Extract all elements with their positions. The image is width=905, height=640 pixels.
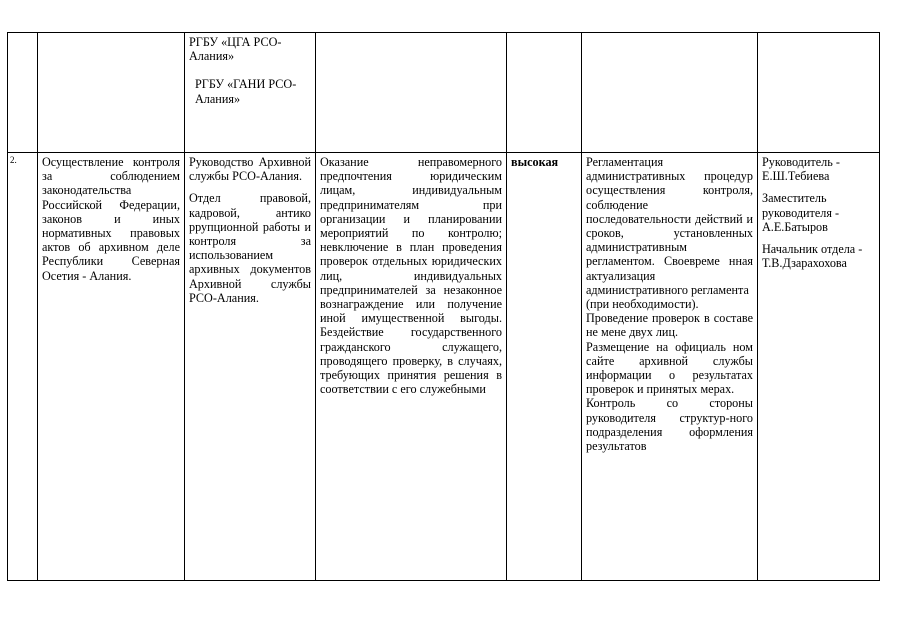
measures-cell	[582, 33, 758, 153]
measures-cell	[582, 153, 758, 581]
department-legal: Отдел правовой, кадровой, антико ррупционной работы и контроля за использованием архивных документов Архивной службы РСО-Алания.	[189, 191, 311, 305]
row-number: 2.	[8, 153, 38, 581]
responsible-cell	[758, 153, 880, 581]
department-gani: РГБУ «ГАНИ РСО-Алания»	[195, 77, 297, 106]
measure-regulation-note: (при необходимости).	[586, 297, 699, 312]
description-cell	[38, 33, 185, 153]
responsible-head: Руководитель - Е.Ш.Тебиева	[762, 155, 840, 184]
department-management: Руководство Архивной службы РСО-Алания.	[189, 155, 311, 184]
level-cell	[507, 33, 582, 153]
corruption-risk-table	[7, 32, 880, 581]
number-cell	[8, 33, 38, 153]
department-cga: РГБУ «ЦГА РСО-Алания»	[189, 35, 282, 64]
measure-supervision: Контроль со стороны руководителя структур-ного подразделения оформления результатов	[586, 396, 753, 454]
measure-inspections: Проведение проверок в составе не мене двух лиц.	[586, 311, 753, 340]
measure-regulation: Регламентация административных процедур осуществления контроля, соблюдение последовательности действий и сроков, установленных административным регламентом. Своевреме нная актуализация административного регламента	[586, 155, 753, 297]
responsible-department-head: Начальник отдела - Т.В.Дзарахохова	[762, 242, 863, 271]
risk-description: Оказание неправомерного предпочтения юридическим лицам, индивидуальным предпринимателям при организации и планировании мероприятий по контролю; невключение в план проведения проверок отдельных юридических лиц, индивидуальных предпринимателей за незаконное вознаграждение или получение иной имущественной выгоды. Бездействие государственного гражданского служащего, проводящего проверку, в случаях, требующих принятия решения в соответствии с его служебными	[316, 153, 507, 581]
table-row	[8, 153, 880, 581]
departments-cell	[185, 153, 316, 581]
table-row	[8, 33, 880, 153]
control-description: Осуществление контроля за соблюдением законодательства Российской Федерации, законов и иных нормативных правовых актов об архивном деле Республики Северная Осетия - Алания.	[38, 153, 185, 581]
departments-cell	[185, 33, 316, 153]
risk-level: высокая	[507, 153, 582, 581]
responsible-deputy: Заместитель руководителя - А.Е.Батыров	[762, 191, 840, 234]
measure-publication: Размещение на официаль ном сайте архивной службы информации о результатах проверок и принятых мерах.	[586, 339, 753, 397]
risk-cell	[316, 33, 507, 153]
responsible-cell	[758, 33, 880, 153]
